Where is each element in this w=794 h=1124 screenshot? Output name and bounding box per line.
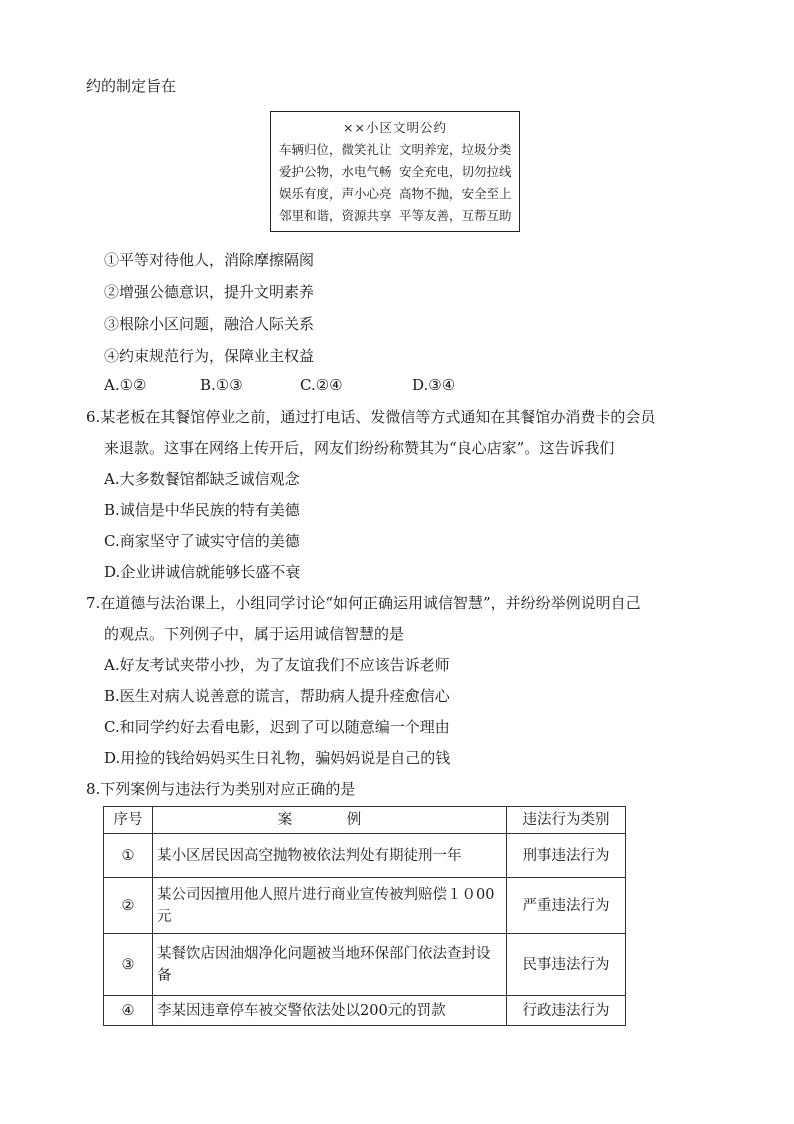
q7-stem-line-2: 的观点。下列例子中，属于运用诚信智慧的是 xyxy=(104,625,405,643)
case-table xyxy=(103,806,626,1026)
notice-cell: 爱护公物，水电气畅 xyxy=(279,164,392,179)
row-category: 行政违法行为 xyxy=(507,996,626,1026)
q5-option-d: D.③④ xyxy=(412,376,456,394)
row-number: ③ xyxy=(104,934,153,996)
row-number: ① xyxy=(104,834,153,878)
notice-row xyxy=(271,205,519,227)
q7-option-a: A.好友考试夹带小抄，为了友谊我们不应该告诉老师 xyxy=(104,656,450,674)
q6-option-c: C.商家坚守了诚实守信的美德 xyxy=(104,532,300,550)
q5-option-a: A.①② xyxy=(104,376,147,394)
row-category: 刑事违法行为 xyxy=(507,834,626,878)
q5-item-3: ③根除小区问题，融洽人际关系 xyxy=(104,315,315,333)
row-case: 李某因违章停车被交警依法处以200元的罚款 xyxy=(153,996,507,1026)
row-category: 民事违法行为 xyxy=(507,934,626,996)
row-case: 某餐饮店因油烟净化问题被当地环保部门依法查封设备 xyxy=(153,934,507,996)
row-category: 严重违法行为 xyxy=(507,878,626,934)
header-category: 违法行为类别 xyxy=(507,807,626,834)
table-row xyxy=(104,834,626,878)
row-case: 某公司因擅用他人照片进行商业宣传被判赔偿１０00元 xyxy=(153,878,507,934)
q7-option-b: B.医生对病人说善意的谎言，帮助病人提升痊愈信心 xyxy=(104,687,450,705)
community-notice-board xyxy=(270,111,520,232)
q6-stem-line-1: 6.某老板在其餐馆停业之前，通过打电话、发微信等方式通知在其餐馆办消费卡的会员 xyxy=(86,408,656,426)
notice-row xyxy=(271,139,519,161)
row-number: ② xyxy=(104,878,153,934)
notice-cell: 高物不抛，安全至上 xyxy=(399,186,512,201)
q8-stem: 8.下列案例与违法行为类别对应正确的是 xyxy=(86,780,356,798)
notice-row xyxy=(271,161,519,183)
row-number: ④ xyxy=(104,996,153,1026)
header-number: 序号 xyxy=(104,807,153,834)
q5-item-2: ②增强公德意识，提升文明素养 xyxy=(104,283,315,301)
table-header-row xyxy=(104,807,626,834)
q6-option-a: A.大多数餐馆都缺乏诚信观念 xyxy=(104,470,300,488)
q6-option-d: D.企业讲诚信就能够长盛不衰 xyxy=(104,563,301,581)
q7-option-d: D.用捡的钱给妈妈买生日礼物，骗妈妈说是自己的钱 xyxy=(104,749,451,767)
notice-cell: 车辆归位，微笑礼让 xyxy=(279,142,392,157)
q7-stem-line-1: 7.在道德与法治课上，小组同学讨论“如何正确运用诚信智慧”，并纷纷举例说明自己 xyxy=(86,594,641,612)
notice-cell: 安全充电，切勿拉线 xyxy=(399,164,512,179)
notice-row xyxy=(271,183,519,205)
q5-item-1: ①平等对待他人，消除摩擦隔阂 xyxy=(104,251,315,269)
table-row xyxy=(104,878,626,934)
q7-option-c: C.和同学约好去看电影，迟到了可以随意编一个理由 xyxy=(104,718,450,736)
q5-option-b: B.①③ xyxy=(200,376,243,394)
table-row xyxy=(104,996,626,1026)
notice-cell: 平等友善，互帮互助 xyxy=(399,208,512,223)
header-case: 案 例 xyxy=(153,807,507,834)
q6-stem-line-2: 来退款。这事在网络上传开后，网友们纷纷称赞其为“良心店家”。这告诉我们 xyxy=(104,439,615,457)
row-case: 某小区居民因高空抛物被依法判处有期徒刑一年 xyxy=(153,834,507,878)
notice-cell: 文明养宠，垃圾分类 xyxy=(399,142,512,157)
table-row xyxy=(104,934,626,996)
notice-cell: 娱乐有度，声小心亮 xyxy=(279,186,392,201)
q5-item-4: ④约束规范行为，保障业主权益 xyxy=(104,347,315,365)
notice-title: ××小区文明公约 xyxy=(343,120,447,135)
notice-cell: 邻里和谐，资源共享 xyxy=(279,208,392,223)
q6-option-b: B.诚信是中华民族的特有美德 xyxy=(104,501,300,519)
intro-line: 约的制定旨在 xyxy=(86,77,177,95)
q5-option-c: C.②④ xyxy=(300,376,343,394)
